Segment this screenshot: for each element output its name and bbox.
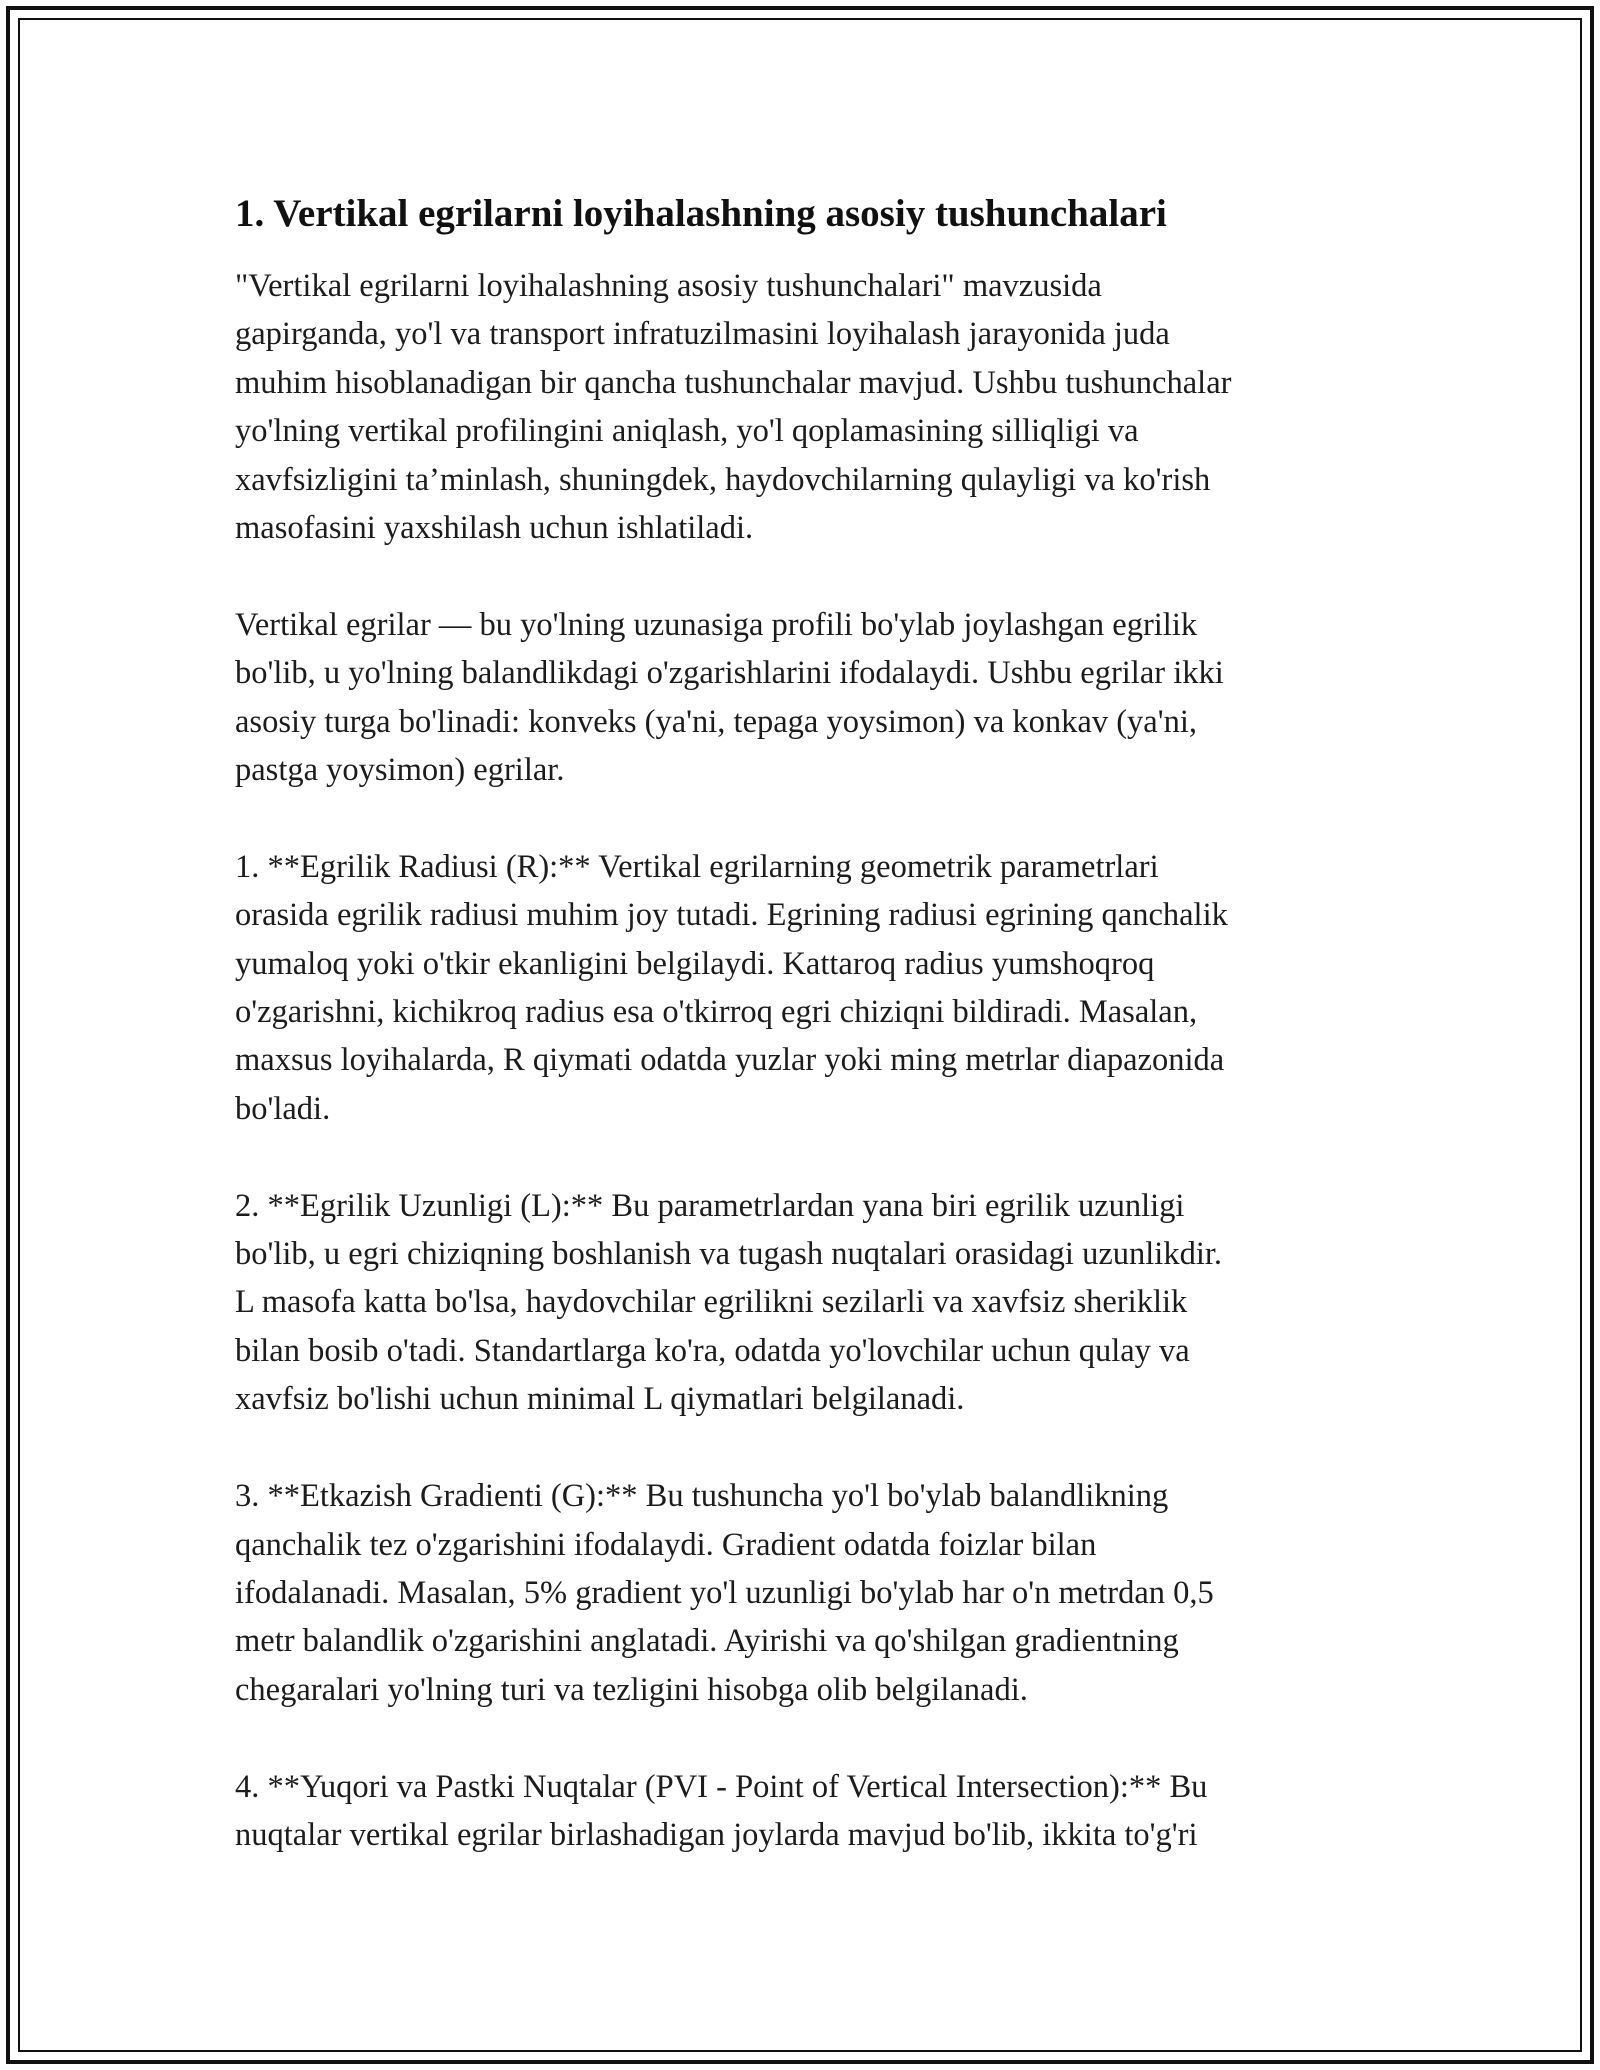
paragraph-radius: 1. **Egrilik Radiusi (R):** Vertikal egrilarning geometrik parametrlari orasida egrilik radiusi muhim joy tutadi. Egrining radiusi egrining qanchalik yumaloq yoki o'tkir ekanligini belgilaydi. Kattaroq radius yumshoqroq o'zgarishni, kichikroq radius esa o'tkirroq egri chiziqni bildiradi. Masalan, maxsus loyihalarda, R qiymati odatda yuzlar yoki ming metrlar diapazonida bo'ladi. — [235, 848, 1228, 1127]
paragraph-definition: Vertikal egrilar — bu yo'lning uzunasiga profili bo'ylab joylashgan egrilik bo'lib, u yo'lning balandlikdagi o'zgarishlarini ifodalaydi. Ushbu egrilar ikki asosiy turga bo'linadi: konveks (ya'ni, tepaga yoysimon) va konkav (ya'ni, pastga yoysimon) egrilar. — [235, 606, 1224, 789]
document-title: 1. Vertikal egrilarni loyihalashning asosiy tushunchalari — [235, 192, 1167, 235]
paragraph-pvi: 4. **Yuqori va Pastki Nuqtalar (PVI - Point of Vertical Intersection):** Bu nuqtalar vertikal egrilar birlashadigan joylarda mavjud bo'lib, ikkita to'g'ri — [235, 1768, 1208, 1853]
document-body — [235, 180, 1375, 1908]
paragraph-gradient: 3. **Etkazish Gradienti (G):** Bu tushuncha yo'l bo'ylab balandlikning qanchalik tez o'zgarishini ifodalaydi. Gradient odatda foizlar bilan ifodalanadi. Masalan, 5% gradient yo'l uzunligi bo'ylab har o'n metrdan 0,5 metr balandlik o'zgarishini anglatadi. Ayirishi va qo'shilgan gradientning chegaralari yo'lning turi va tezligini hisobga olib belgilanadi. — [235, 1478, 1214, 1708]
paragraph-intro: "Vertikal egrilarni loyihalashning asosiy tushunchalari" mavzusida gapirganda, yo'l va transport infratuzilmasini loyihalash jarayonida juda muhim hisoblanadigan bir qancha tushunchalar mavjud. Ushbu tushunchalar yo'lning vertikal profilingini aniqlash, yo'l qoplamasining silliqligi va xavfsizligini ta’minlash, shuningdek, haydovchilarning qulayligi va ko'rish masofasini yaxshilash uchun ishlatiladi. — [235, 268, 1232, 547]
paragraph-length: 2. **Egrilik Uzunligi (L):** Bu parametrlardan yana biri egrilik uzunligi bo'lib, u egri chiziqning boshlanish va tugash nuqtalari orasidagi uzunlikdir. L masofa katta bo'lsa, haydovchilar egrilikni sezilarli va xavfsiz sheriklik bilan bosib o'tadi. Standartlarga ko'ra, odatda yo'lovchilar uchun qulay va xavfsiz bo'lishi uchun minimal L qiymatlari belgilanadi. — [235, 1187, 1222, 1418]
